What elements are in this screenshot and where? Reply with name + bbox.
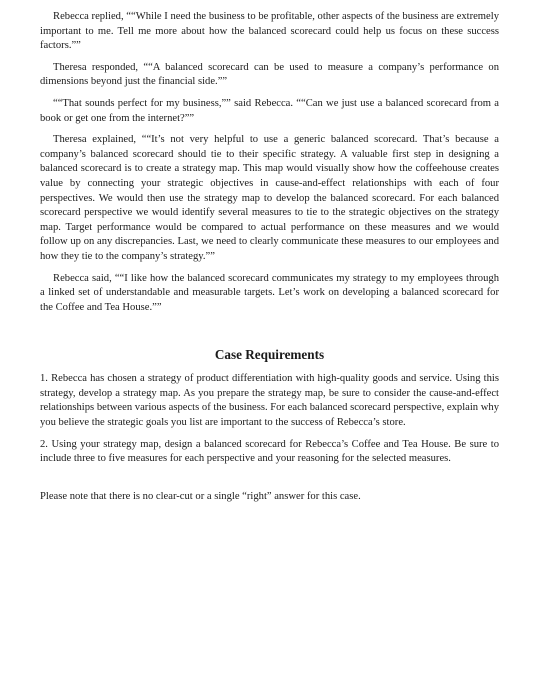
dialogue-paragraph-5: Rebecca said, ““I like how the balanced scorecard communicates my strategy to my employees through a linked set of understandable and measurable targets. Let’s work on developing a balanced scorecard for the Coffee and Tea House.””	[40, 272, 499, 313]
dialogue-paragraph-2: Theresa responded, ““A balanced scorecard can be used to measure a company’s performance on dimensions beyond just the financial side.””	[40, 61, 499, 88]
requirement-item-1: 1. Rebecca has chosen a strategy of product differentiation with high-quality goods and service. Using this strategy, develop a strategy map. As you prepare the strategy map, be sure to consider the cause-and-effect relationships between various aspects of the business. For each balanced scorecard perspective, explain why you believe the strategic goals you list are important to the success of Rebecca’s store.	[40, 373, 499, 429]
document-page	[40, 10, 499, 504]
requirement-item-2: 2. Using your strategy map, design a balanced scorecard for Rebecca’s Coffee and Tea House. Be sure to include three to five measures for each perspective and your reasoning for the selected measures.	[40, 438, 499, 465]
section-heading: Case Requirements	[214, 347, 325, 363]
dialogue-paragraph-1: Rebecca replied, ““While I need the business to be profitable, other aspects of the business are extremely important to me. Tell me more about how the balanced scorecard could help us focus on these success factors.””	[40, 11, 499, 52]
dialogue-paragraph-4: Theresa explained, ““It’s not very helpful to use a generic balanced scorecard. That’s because a company’s balanced scorecard should tie to their specific strategy. A valuable first step in designing a balanced scorecard is to create a strategy map. This map would visually show how the coffeehouse creates value by connecting your strategic objectives in cause-and-effect relationships with each of four perspectives. We would then use the strategy map to develop the balanced scorecard. For each balanced scorecard perspective we would identify several measures to tie to the strategic objectives on the strategy map. Target performance would be compared to actual performance on these measures and we would follow up on any discrepancies. Last, we need to clearly communicate these measures to our employees and how they tie to the company’s strategy.””	[40, 134, 499, 262]
dialogue-paragraph-3: ““That sounds perfect for my business,”” said Rebecca. ““Can we just use a balanced scorecard from a book or get one from the internet?””	[40, 97, 499, 124]
closing-note: Please note that there is no clear-cut or a single “right” answer for this case.	[40, 490, 361, 502]
